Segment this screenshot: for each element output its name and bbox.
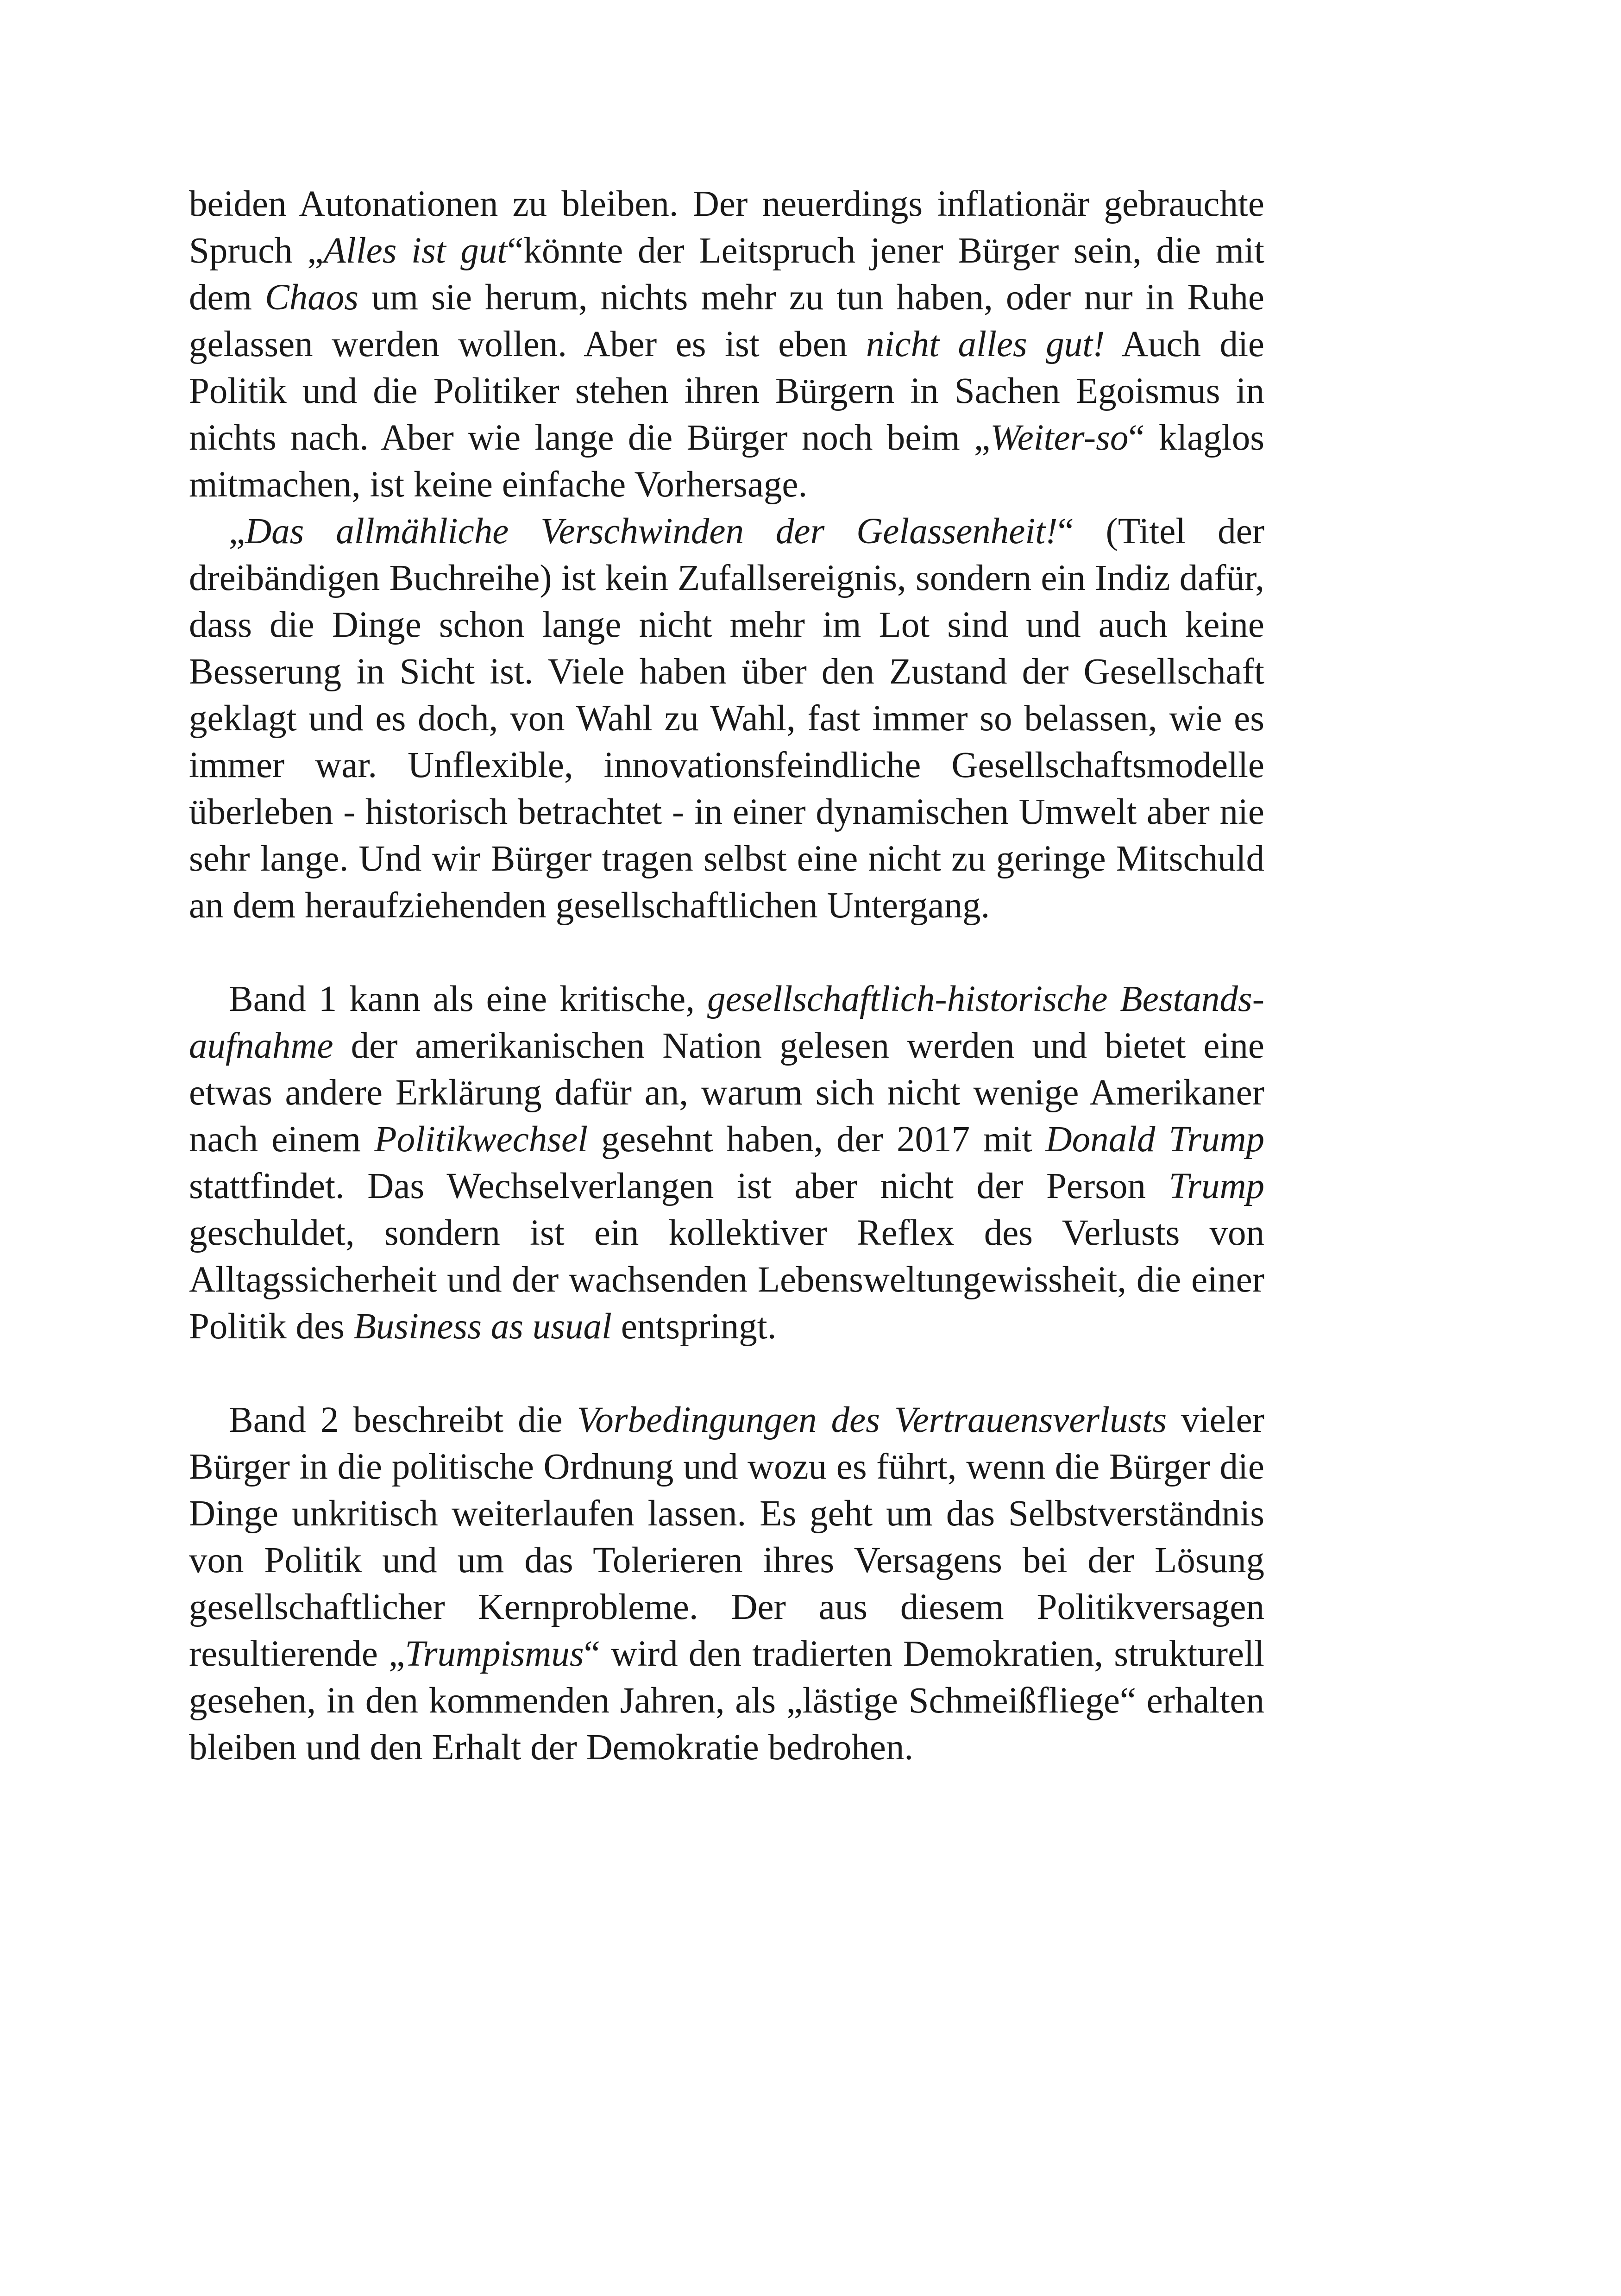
text-run: “könnte der Leitspruch jener Bürger sein, die mit dem: [189, 231, 1264, 318]
text-run: beiden Autonationen zu bleiben. Der neuerdings inflationär gebrauchte Spruch „: [189, 184, 1264, 271]
text-run: vieler Bürger in die politische Ordnung und wozu es führt, wenn die Bürger die Dinge unkritisch weiterlaufen lassen. Es geht um das Selbstverständnis von Politik und um das Tolerieren ihres Versagens bei der Lösung gesellschaftlicher Kernprobleme. Der aus diesem Politikversagen resultierende „: [189, 1400, 1264, 1674]
body-text: [189, 181, 1264, 1771]
italic-run: gesellschaftlich-historische Bestandsaufnahme: [189, 979, 1264, 1066]
text-run: geschuldet, sondern ist ein kollektiver Reflex des Verlusts von Alltagssicherheit und der wachsenden Lebensweltungewissheit, die einer Politik des: [189, 1213, 1264, 1347]
text-run: “ wird den tradierten Demokratien, strukturell gesehen, in den kommenden Jahren, als „lästige Schmeißfliege“ erhalten bleiben und den Erhalt der Demokratie bedrohen.: [189, 1634, 1264, 1768]
italic-run: Business as usual: [353, 1306, 612, 1347]
text-run: stattfindet. Das Wechselverlangen ist aber nicht der Person: [189, 1166, 1169, 1206]
text-run: um sie herum, nichts mehr zu tun haben, oder nur in Ruhe gelassen werden wollen. Aber es ist eben: [189, 277, 1265, 364]
text-run: “ (Titel der dreibändigen Buchreihe) ist kein Zufallsereignis, sondern ein Indiz dafür, dass die Dinge schon lange nicht mehr im Lot sind und auch keine Besserung in Sicht ist. Viele haben über den Zustand der Gesellschaft geklagt und es doch, von Wahl zu Wahl, fast immer so belassen, wie es immer war. Unflexible, innovationsfeindliche Gesellschaftsmodelle überleben - historisch betrachtet - in einer dynamischen Umwelt aber nie sehr lange. Und wir Bürger tragen selbst eine nicht zu geringe Mitschuld an dem heraufziehenden gesellschaftlichen Untergang.: [189, 511, 1264, 926]
paragraph-1: [189, 181, 1264, 508]
italic-run: Weiter-so: [990, 418, 1129, 458]
text-run: gesehnt haben, der 2017 mit: [588, 1119, 1046, 1160]
paragraph-3: [189, 976, 1264, 1350]
text-run: Auch die Politik und die Politiker stehen ihren Bürgern in Sachen Egoismus in nichts nach. Aber wie lange die Bürger noch beim „: [189, 324, 1264, 458]
text-run: “ klaglos mitmachen, ist keine einfache Vorhersage.: [189, 418, 1264, 505]
text-run: der amerikanischen Nation gelesen werden und bietet eine etwas andere Erklärung dafür an, warum sich nicht wenige Amerikaner nach einem: [189, 1026, 1264, 1160]
italic-run: Vorbedingungen des Vertrauensverlusts: [577, 1400, 1167, 1440]
italic-run: Donald Trump: [1045, 1119, 1264, 1160]
paragraph-2: [189, 508, 1264, 929]
italic-run: Chaos: [265, 277, 359, 318]
italic-run: Politikwechsel: [374, 1119, 588, 1160]
text-run: entspringt.: [611, 1306, 777, 1347]
text-run: Band 1 kann als eine kritische,: [229, 979, 707, 1019]
italic-run: Alles ist gut: [323, 231, 508, 271]
italic-run: Trump: [1169, 1166, 1264, 1206]
italic-run: Trumpismus: [405, 1634, 584, 1674]
text-run: „: [229, 511, 245, 552]
italic-run: nicht alles gut!: [866, 324, 1105, 364]
paragraph-4: [189, 1397, 1264, 1771]
italic-run: Das allmähliche Verschwinden der Gelassenheit!: [245, 511, 1058, 552]
text-run: Band 2 beschreibt die: [229, 1400, 577, 1440]
